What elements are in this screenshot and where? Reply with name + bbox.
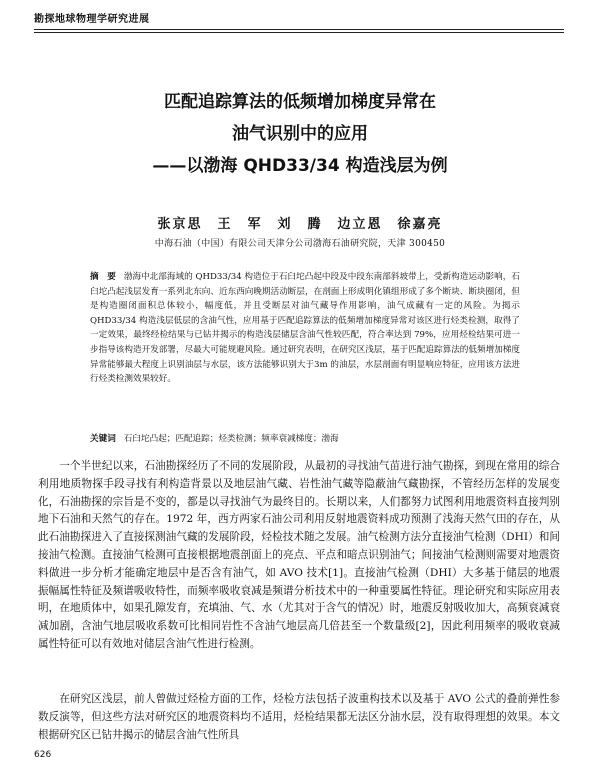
abstract (90, 270, 520, 387)
title-line-3: ——以渤海 QHD33/34 构造浅层为例 (152, 156, 448, 176)
keywords (90, 432, 520, 446)
keywords-text: 石臼坨凸起；匹配追踪；烃类检测；频率衰减梯度；渤海 (123, 434, 339, 444)
journal-name: 勘探地球物理学研究进展 (34, 14, 150, 25)
abstract-label: 摘 要 (90, 272, 116, 282)
abstract-text: 渤海中北部海域的 QHD33/34 构造位于石臼坨凸起中段及中段东南部斜坡带上，受新构造运动影响，石臼坨凸起浅层发育一系列北东向、近东西向晚期活动断层，在剖面上形成明化镇组形成了多个断块、断块圈闭，但是构造圈闭面积总体较小，幅度低，并且受断层对油气藏导作用影响，油气成藏有一定的风险。为揭示 QHD33/34 构造浅层低层的含油气性，应用基于匹配追踪算法的低频增加梯度异常对该区进行烃类检测，取得了一定效果，最终经检结果与已钻井揭示的构造浅层储层含油气性较匹配，符合率达到 79%，应用烃检结果可进一步指导该构造开发部署，尽最大可能规避风险。通过研究表明，在研究区浅层，基于匹配追踪算法的低频增加梯度异常能够最大程度上识别油层与水层，该方法能够识别大于3m 的油层，水层剖面有明显响应特征，应用该方法进行烃类检测效果较好。 (90, 272, 520, 385)
title-line-2: 油气识别中的应用 (232, 124, 368, 144)
keywords-label: 关键词 (90, 434, 116, 444)
authors: 张京思 王 军 刘 腾 边立恩 徐嘉亮 (157, 217, 443, 232)
title-line-1: 匹配追踪算法的低频增加梯度异常在 (164, 92, 436, 112)
header-rule (34, 29, 564, 30)
page-number: 626 (34, 750, 52, 760)
body-paragraph-2: 在研究区浅层，前人曾做过烃检方面的工作，烃检方法包括子波重构技术以及基于 AVO 公式的叠前弹性参数反演等，但这些方法对研究区的地震资料均不适用，烃检结果都无法区分油水层，没有取得理想的效果。本文根据研究区已钻井揭示的储层含油气性所具 (38, 693, 560, 741)
header-rule-secondary (34, 32, 564, 33)
affiliation: 中海石油（中国）有限公司天津分公司渤海石油研究院，天津 300450 (154, 239, 446, 249)
body-paragraph-1: 一个半世纪以来，石油勘探经历了不同的发展阶段，从最初的寻找油气苗进行油气勘探，到现在常用的综合利用地质物探手段寻找有利构造背景以及地层油气藏、岩性油气藏等隐蔽油气藏勘探，不管经历怎样的发展变化，石油勘探的宗旨是不变的，都是以寻找油气为最终目的。长期以来，人们都努力试图利用地震资料直接判别地下石油和天然气的存在。1972 年，西方两家石油公司利用反射地震资料成功预测了浅海天然气田的存在，从此石油勘探进入了直接探测油气藏的发展阶段，烃检技术随之发展。油气检测方法分直接油气检测（DHI）和间接油气检测。直接油气检测可直接根据地震剖面上的亮点、平点和暗点识别油气；间接油气检测则需要对地震资料做进一步分析才能确定地层中是否含有油气，如 AVO 技术[1]。直接油气检测（DHI）大多基于储层的地震振幅属性特征及频谱吸收特性，而频率吸收衰减是频谱分析技术中的一种重要属性特征。理论研究和实际应用表明，在地质体中，如果孔隙发育，充填油、气、水（尤其对于含气的情况）时，地震反射吸收加大，高频衰减衰减加剧，含油气地层吸收系数可比相同岩性不含油气地层高几倍甚至一个数量级[2]，因此利用频率的吸收衰减属性特征可以有效地对储层含油气性进行检测。 (38, 460, 560, 650)
